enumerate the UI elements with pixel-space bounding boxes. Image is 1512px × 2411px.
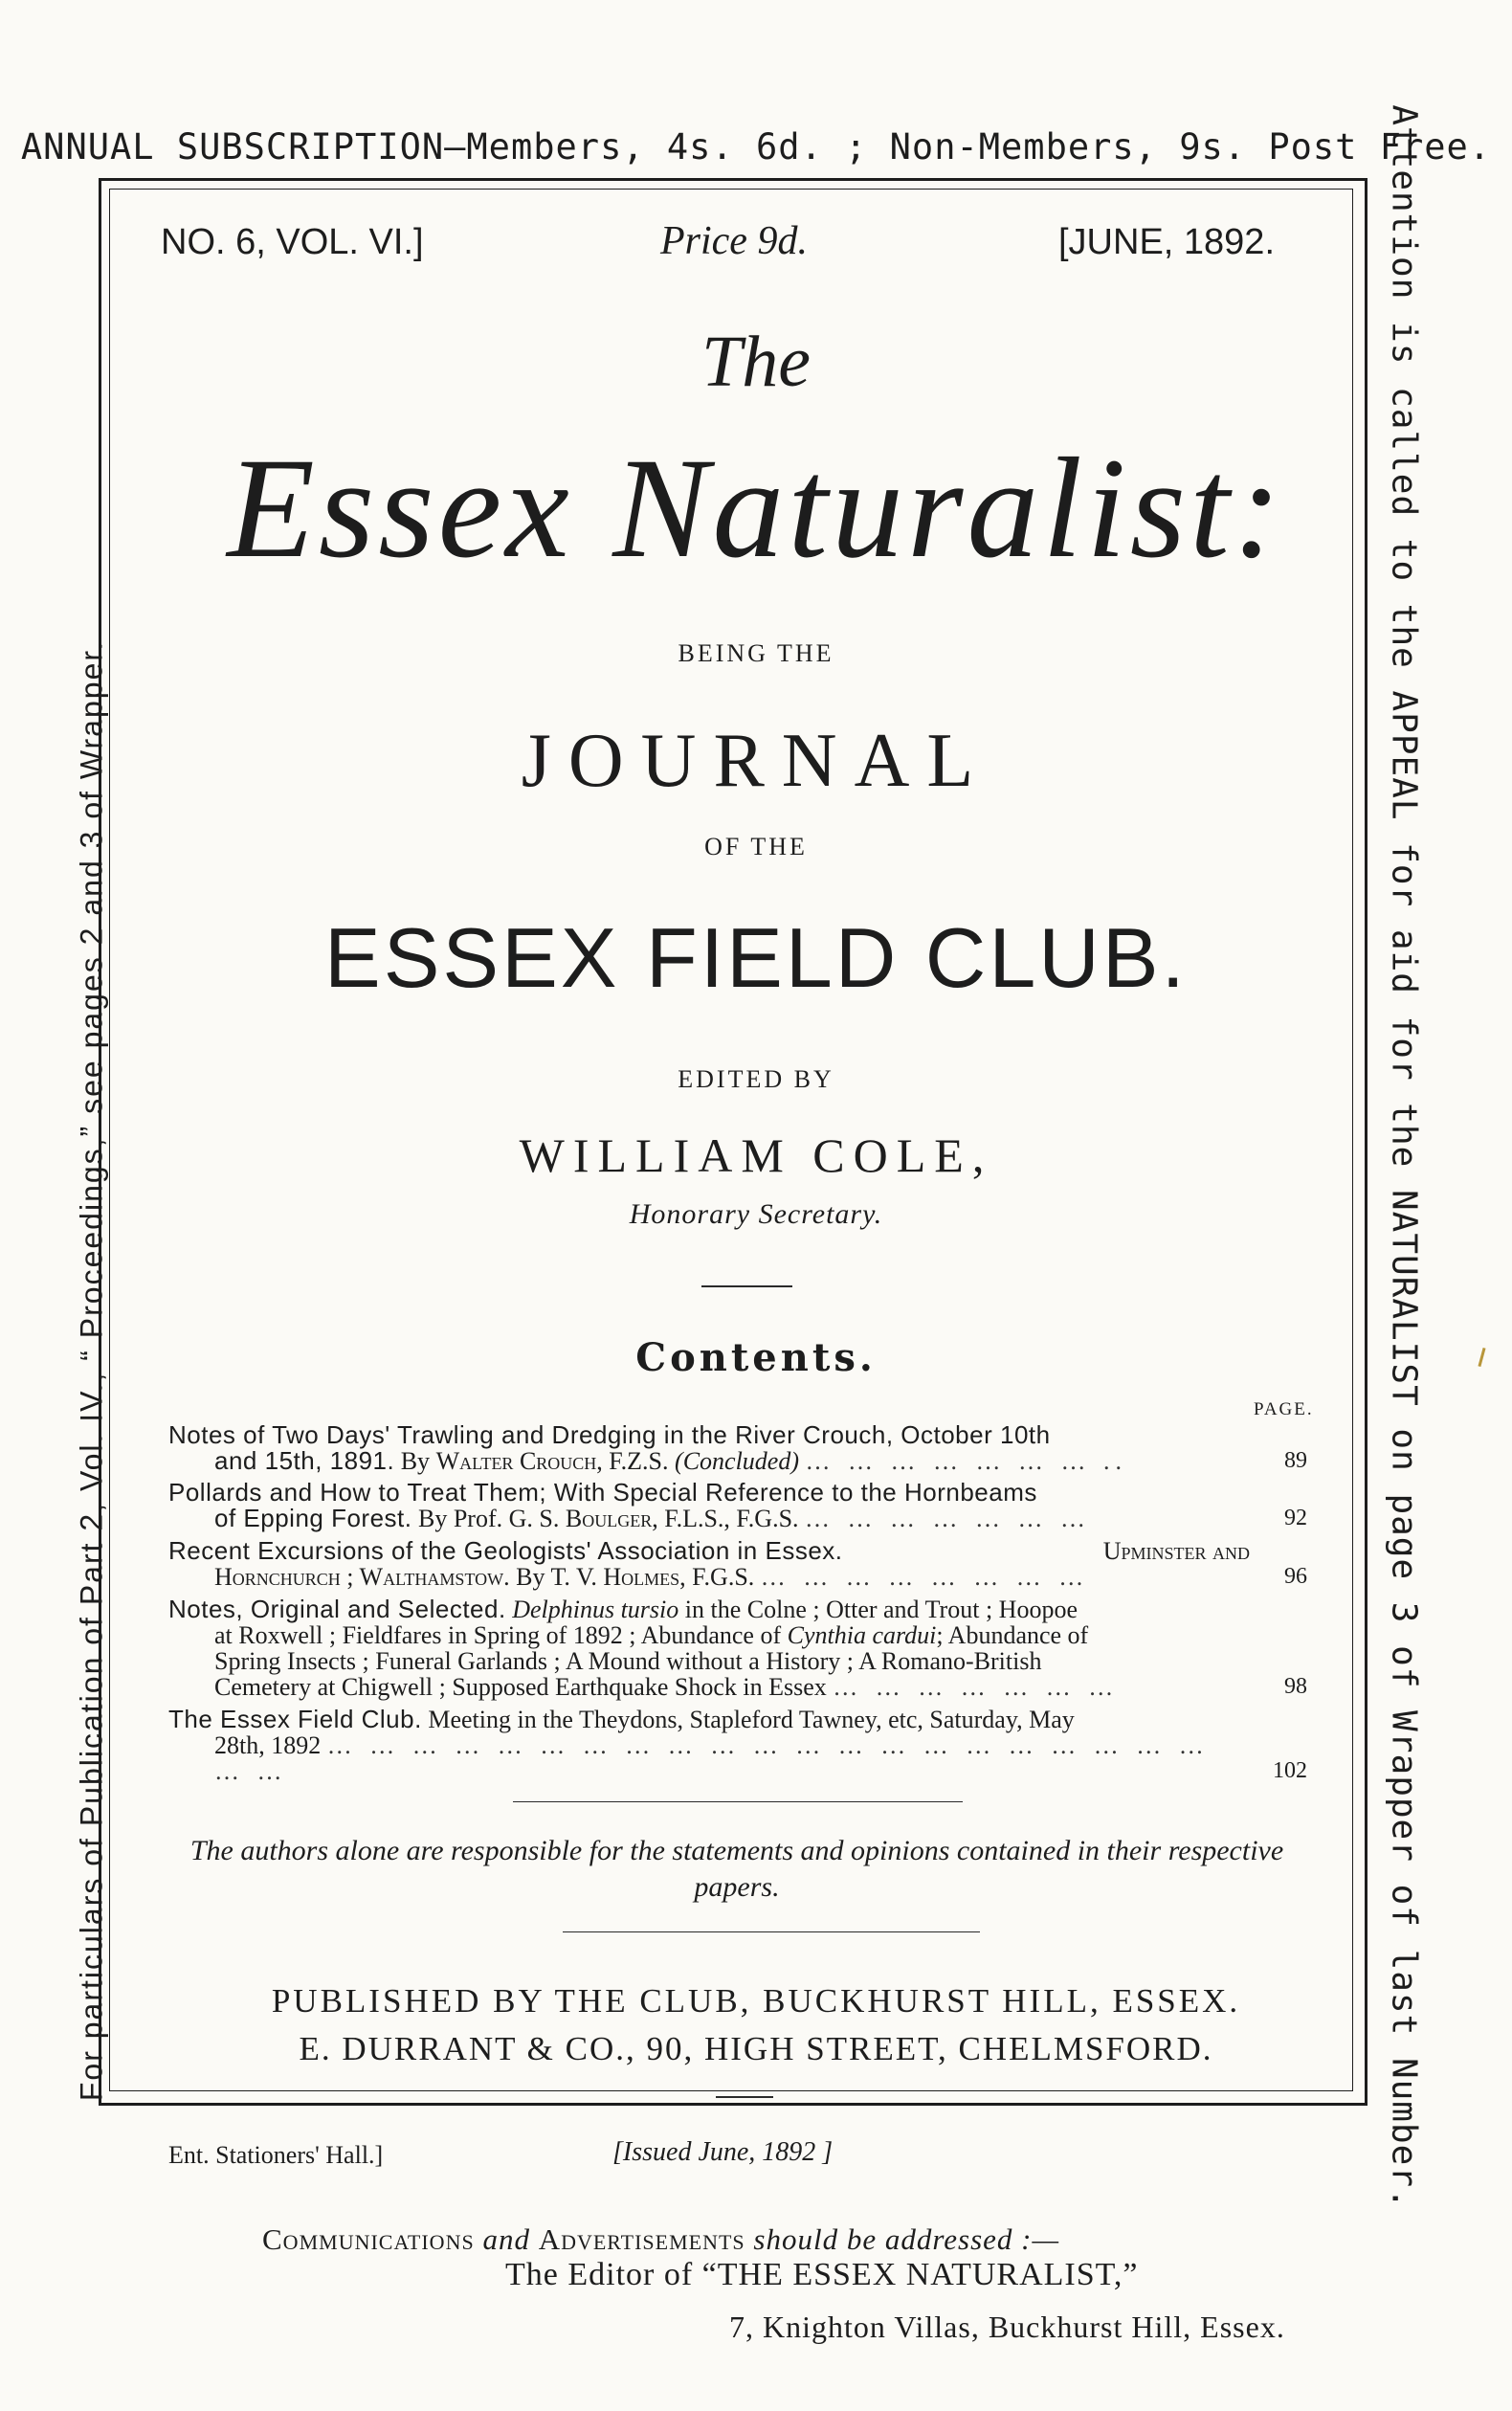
- and-word: and: [482, 2222, 530, 2256]
- contents-entry: [168, 1420, 1307, 1475]
- street-address: 7, Knighton Villas, Buckhurst Hill, Essex.: [729, 2310, 1285, 2344]
- journal-label: JOURNAL: [521, 719, 991, 803]
- contents-entry: [168, 1705, 1307, 1785]
- entry-species: Cynthia cardui: [787, 1621, 937, 1649]
- entry-text: at Roxwell ; Fieldfares in Spring of 1892 ; Abundance of: [214, 1621, 782, 1649]
- entry-title-cont: and 15th, 1891.: [214, 1446, 395, 1475]
- entry-page: 89: [1284, 1448, 1307, 1473]
- entry-text: Meeting in the Theydons, Stapleford Tawney, etc, Saturday, May: [428, 1706, 1075, 1733]
- issue-price: Price 9d.: [660, 219, 808, 263]
- page-column-label: PAGE.: [1254, 1399, 1314, 1419]
- entry-text: 28th, 1892: [214, 1731, 322, 1759]
- edited-by-label: EDITED BY: [678, 1065, 834, 1093]
- subscription-notice: ANNUAL SUBSCRIPTION—Members, 4s. 6d. ; Non-Members, 9s. Post Free.: [20, 126, 1492, 167]
- leader-dots: … … … … … … … …: [760, 1563, 1090, 1591]
- journal-title: Essex Naturalist:: [227, 429, 1285, 588]
- contents-entry: [168, 1536, 1307, 1591]
- contents-heading: Contents.: [635, 1335, 877, 1380]
- editor-role: Honorary Secretary.: [629, 1198, 883, 1230]
- leader-dots: … … … … … … …: [805, 1505, 1092, 1532]
- leader-dots: … … … … … … …: [833, 1673, 1120, 1701]
- entry-title: Notes of Two Days' Trawling and Dredging in the River Crouch, October 10th: [168, 1420, 1051, 1449]
- entry-by: By Prof. G. S.: [418, 1505, 560, 1532]
- divider: [716, 2096, 773, 2098]
- stationers-hall: Ent. Stationers' Hall.]: [168, 2141, 384, 2169]
- title-article: The: [701, 322, 811, 402]
- entry-text: in the Colne ; Otter and Trout ; Hoopoe: [684, 1596, 1078, 1623]
- entry-by: By T. V.: [516, 1563, 597, 1591]
- entry-by: By: [400, 1447, 431, 1475]
- entry-credentials: , F.G.S.: [679, 1563, 755, 1591]
- entry-page: 96: [1284, 1564, 1307, 1589]
- left-margin-text: For particulars of Publication of Part 2, Vol. IV., “ Proceedings,” see pages 2 and 3 of Wrapper.: [74, 639, 109, 2102]
- contents-entry: [168, 1595, 1307, 1701]
- leader-dots: … … … … … … … ..: [805, 1447, 1127, 1475]
- entry-text: ; Abundance of: [936, 1621, 1089, 1649]
- entry-author: Holmes: [603, 1563, 680, 1591]
- entry-note: (Concluded): [675, 1447, 799, 1475]
- divider: [513, 1801, 963, 1802]
- printer-line: E. DURRANT & CO., 90, HIGH STREET, CHELMSFORD.: [299, 2030, 1213, 2067]
- addressed-text: should be addressed :—: [753, 2222, 1060, 2256]
- divider: [701, 1285, 792, 1287]
- issue-number: NO. 6, VOL. VI.]: [161, 222, 424, 262]
- entry-credentials: , F.L.S., F.G.S.: [652, 1505, 799, 1532]
- publisher-line: PUBLISHED BY THE CLUB, BUCKHURST HILL, ESSEX.: [271, 1982, 1241, 2020]
- club-name: ESSEX FIELD CLUB.: [324, 910, 1188, 1005]
- contents-entry: [168, 1478, 1307, 1532]
- advertisements-word: Advertisements: [538, 2222, 745, 2256]
- entry-text: Spring Insects ; Funeral Garlands ; A Mound without a History ; A Romano-British: [214, 1647, 1042, 1675]
- of-the-label: OF THE: [704, 833, 808, 860]
- entry-page: 92: [1284, 1506, 1307, 1530]
- entry-author: Walter Crouch: [435, 1447, 597, 1475]
- entry-credentials: , F.Z.S.: [596, 1447, 669, 1475]
- entry-text: Cemetery at Chigwell ; Supposed Earthquake Shock in Essex: [214, 1673, 827, 1701]
- editor-name: WILLIAM COLE,: [519, 1128, 993, 1182]
- right-margin-text: Attention is called to the APPEAL for aid for the NATURALIST on page 3 of Wrapper of last Number.: [1384, 104, 1424, 2210]
- entry-title: Notes, Original and Selected.: [168, 1595, 506, 1623]
- issued-date: [Issued June, 1892 ]: [612, 2137, 834, 2167]
- entry-author: Boulger: [565, 1505, 653, 1532]
- entry-places-cont: Hornchurch ; Walthamstow.: [214, 1563, 510, 1591]
- entry-title: The Essex Field Club.: [168, 1705, 422, 1733]
- entry-species: Delphinus tursio: [512, 1596, 679, 1623]
- communications-line: [262, 2222, 1059, 2257]
- entry-page: 102: [1273, 1758, 1307, 1783]
- being-the-label: BEING THE: [678, 639, 834, 667]
- disclaimer: The authors alone are responsible for the statements and opinions contained in their respective papers.: [189, 1835, 1284, 1903]
- entry-title: Pollards and How to Treat Them; With Special Reference to the Hornbeams: [168, 1478, 1037, 1507]
- entry-places: Upminster and: [1102, 1537, 1250, 1565]
- entry-page: 98: [1284, 1674, 1307, 1699]
- editor-address: The Editor of “THE ESSEX NATURALIST,”: [505, 2257, 1139, 2292]
- communications-word: Communications: [262, 2222, 475, 2256]
- leader-dots: … … … … … … … … … … … … … … … … … … … … … … …: [214, 1731, 1210, 1785]
- issue-date: [JUNE, 1892.: [1058, 222, 1275, 262]
- entry-title: Recent Excursions of the Geologists' Association in Essex.: [168, 1536, 843, 1565]
- entry-title-cont: of Epping Forest.: [214, 1504, 412, 1532]
- divider: [563, 1931, 980, 1932]
